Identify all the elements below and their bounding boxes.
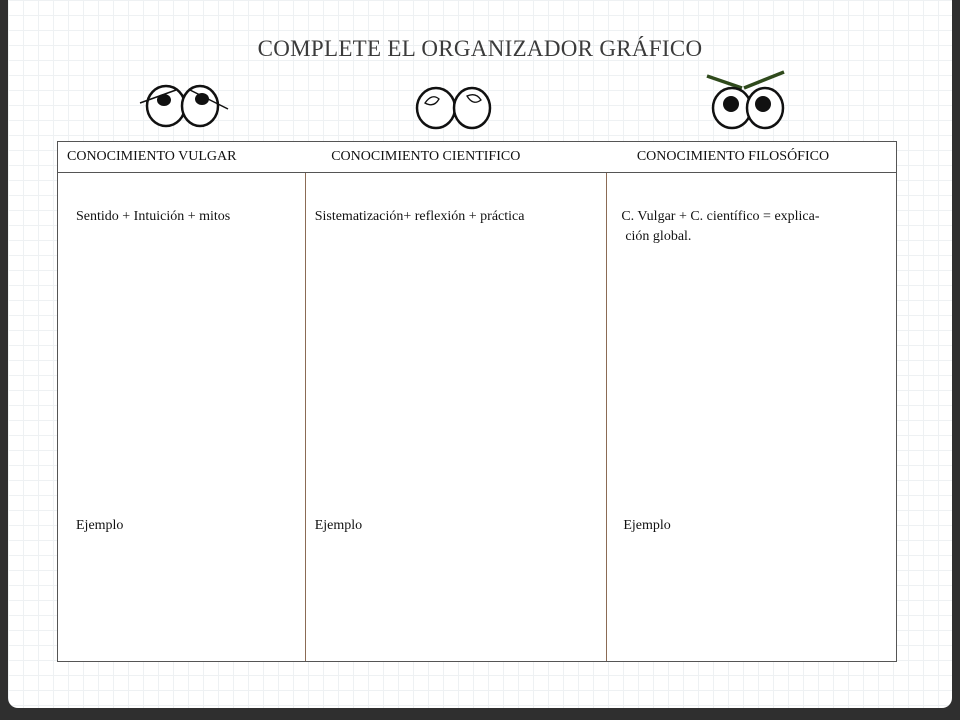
cell-filosofico[interactable]: [607, 173, 897, 662]
example-label-vulgar: Ejemplo: [76, 518, 124, 533]
angry-eyes-icon: [702, 68, 792, 132]
slide: [8, 0, 952, 708]
table-body-row: [58, 173, 897, 662]
description-filosofico-line1: C. Vulgar + C. científico = explica-: [621, 209, 820, 224]
header-conocimiento-vulgar: CONOCIMIENTO VULGAR: [58, 142, 306, 173]
description-vulgar: Sentido + Intuición + mitos: [76, 209, 231, 224]
slide-title: COMPLETE EL ORGANIZADOR GRÁFICO: [257, 36, 703, 61]
cell-cientifico[interactable]: [305, 173, 607, 662]
description-filosofico-line2: ción global.: [625, 229, 692, 244]
cell-vulgar[interactable]: [58, 173, 306, 662]
table-header-row: [58, 142, 897, 173]
description-cientifico: Sistematización+ reflexión + práctica: [314, 209, 525, 224]
example-label-cientifico: Ejemplo: [314, 518, 363, 533]
header-conocimiento-cientifico: CONOCIMIENTO CIENTIFICO: [305, 142, 607, 173]
graphic-organizer-table: [57, 141, 897, 662]
example-label-filosofico: Ejemplo: [623, 518, 671, 533]
sleepy-eyes-icon: [132, 82, 232, 132]
looking-up-eyes-icon: [410, 82, 500, 132]
header-conocimiento-filosofico: CONOCIMIENTO FILOSÓFICO: [607, 142, 897, 173]
